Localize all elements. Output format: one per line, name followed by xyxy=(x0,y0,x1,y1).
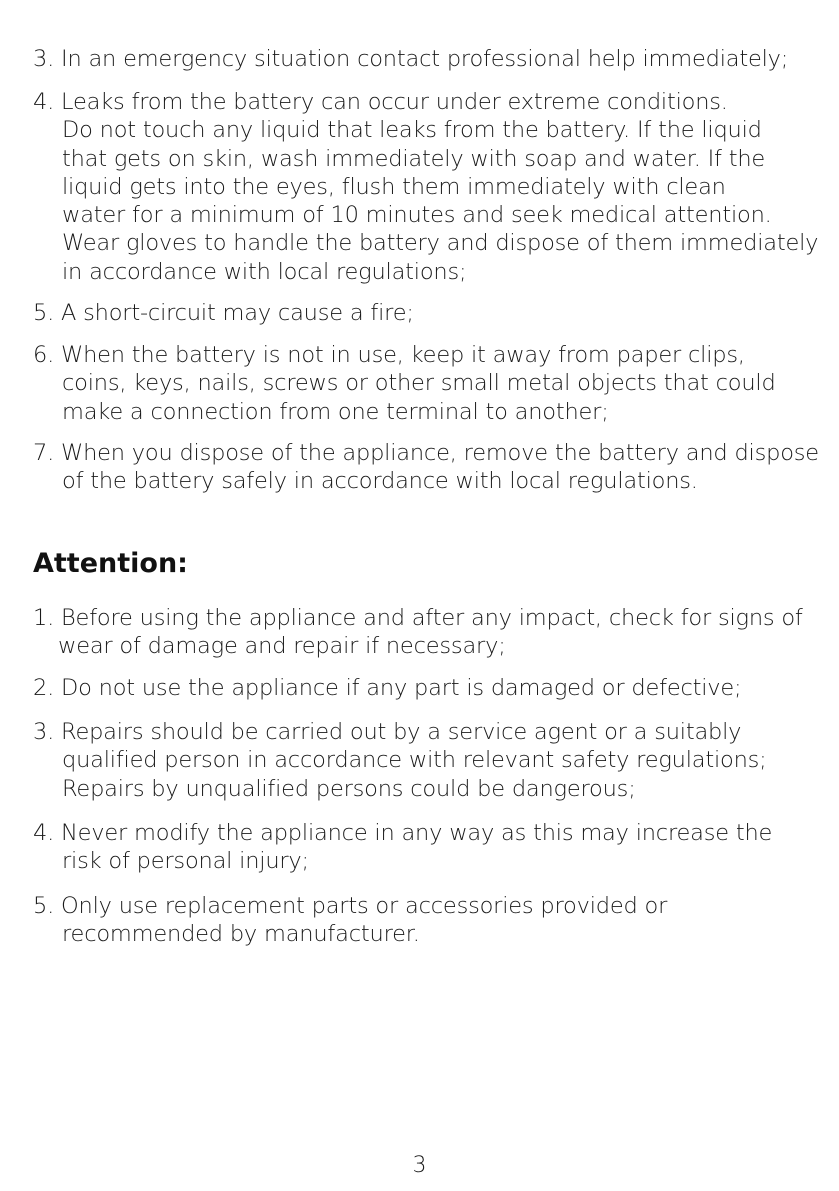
attention-item-4 xyxy=(33,819,772,876)
attention-heading: Attention: xyxy=(33,548,188,579)
battery-item-3 xyxy=(33,45,788,73)
item-line: Do not touch any liquid that leaks from the battery. If the liquid xyxy=(62,117,762,144)
item-line: 3. In an emergency situation contact professional help immediately; xyxy=(33,46,789,72)
battery-item-6 xyxy=(33,341,776,426)
item-line: 5. Only use replacement parts or accessories provided or xyxy=(33,893,668,919)
item-line: 6. When the battery is not in use, keep it away from paper clips, xyxy=(33,342,745,368)
item-line: wear of damage and repair if necessary; xyxy=(58,633,506,660)
battery-item-5 xyxy=(33,299,414,327)
item-line: Repairs by unqualified persons could be dangerous; xyxy=(62,775,636,802)
battery-item-7 xyxy=(33,439,819,496)
item-line: liquid gets into the eyes, flush them immediately with clean xyxy=(62,173,726,200)
attention-item-2 xyxy=(33,674,741,702)
item-line: 2. Do not use the appliance if any part is damaged or defective; xyxy=(33,675,742,701)
attention-item-3 xyxy=(33,718,767,803)
attention-item-1 xyxy=(33,604,803,661)
page-number: 3 xyxy=(412,1153,427,1178)
item-line: 3. Repairs should be carried out by a service agent or a suitably xyxy=(33,719,742,745)
item-line: 1. Before using the appliance and after any impact, check for signs of xyxy=(33,605,803,631)
item-line: 4. Never modify the appliance in any way as this may increase the xyxy=(33,820,773,846)
item-line: water for a minimum of 10 minutes and seek medical attention. xyxy=(62,202,772,229)
item-line: 5. A short-circuit may cause a fire; xyxy=(33,300,414,326)
item-line: 7. When you dispose of the appliance, remove the battery and dispose xyxy=(33,440,819,466)
item-line: 4. Leaks from the battery can occur under extreme conditions. xyxy=(33,89,728,115)
item-line: make a connection from one terminal to another; xyxy=(62,398,609,425)
item-line: risk of personal injury; xyxy=(62,848,309,875)
item-line: coins, keys, nails, screws or other small metal objects that could xyxy=(62,370,776,397)
item-line: recommended by manufacturer. xyxy=(62,921,420,948)
item-line: qualified person in accordance with relevant safety regulations; xyxy=(62,747,767,774)
item-line: that gets on skin, wash immediately with soap and water. If the xyxy=(62,145,766,172)
item-line: of the battery safely in accordance with local regulations. xyxy=(62,468,698,495)
battery-item-4 xyxy=(33,88,818,286)
attention-item-5 xyxy=(33,892,667,949)
item-line: Wear gloves to handle the battery and dispose of them immediately xyxy=(62,230,819,257)
item-line: in accordance with local regulations; xyxy=(62,258,467,285)
